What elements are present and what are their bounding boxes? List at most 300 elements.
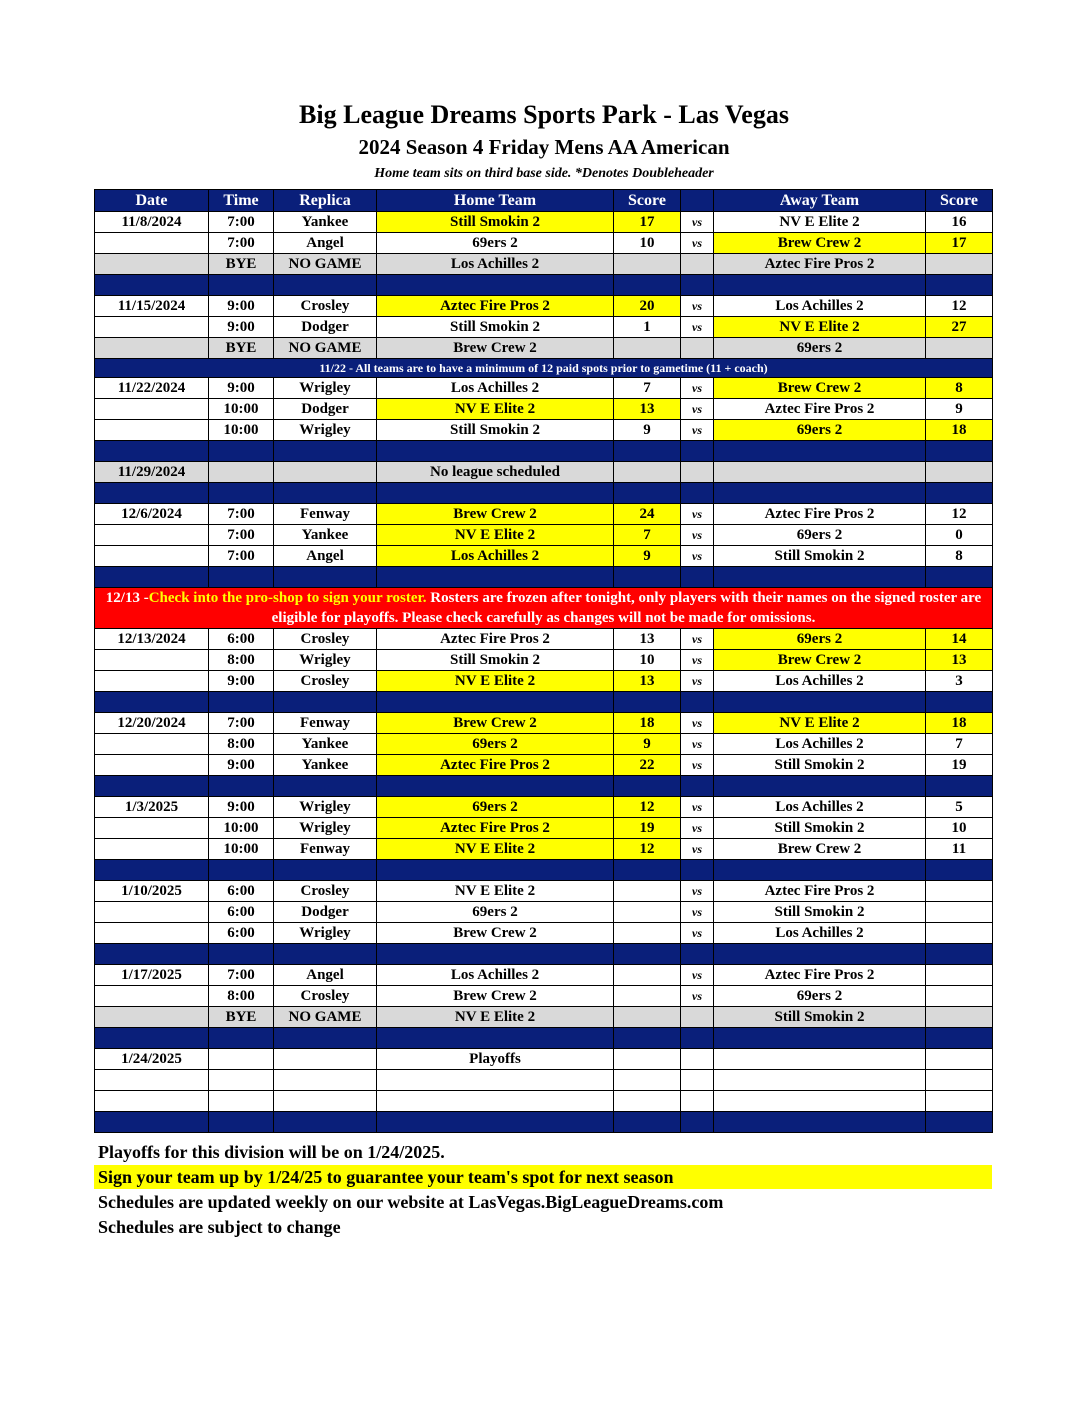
vs-label: vs <box>681 399 714 420</box>
away-score: 7 <box>926 734 993 755</box>
game-time: 10:00 <box>209 399 274 420</box>
home-score: 19 <box>614 818 681 839</box>
separator-cell <box>714 1028 926 1049</box>
game-date <box>95 420 209 441</box>
away-score: 0 <box>926 525 993 546</box>
separator-cell <box>714 776 926 797</box>
separator-cell <box>614 275 681 296</box>
game-row <box>95 986 993 1007</box>
game-time: 9:00 <box>209 317 274 338</box>
game-date <box>95 818 209 839</box>
game-row <box>95 881 993 902</box>
separator-cell <box>714 275 926 296</box>
away-score: 18 <box>926 713 993 734</box>
home-score: 10 <box>614 650 681 671</box>
away-score: 12 <box>926 296 993 317</box>
home-score: 17 <box>614 212 681 233</box>
separator-cell <box>377 275 614 296</box>
game-row <box>95 233 993 254</box>
separator-row <box>95 441 993 462</box>
home-team: 69ers 2 <box>377 233 614 254</box>
website-note: Schedules are updated weekly on our website at LasVegas.BigLeagueDreams.com <box>98 1192 724 1212</box>
away-score: 3 <box>926 671 993 692</box>
away-score: 13 <box>926 650 993 671</box>
field-name: Dodger <box>274 399 377 420</box>
away-team <box>714 1070 926 1091</box>
away-team <box>714 1091 926 1112</box>
vs-label: vs <box>681 317 714 338</box>
separator-cell <box>681 860 714 881</box>
home-team: NV E Elite 2 <box>377 881 614 902</box>
game-date <box>95 650 209 671</box>
away-score <box>926 1070 993 1091</box>
home-score: 7 <box>614 378 681 399</box>
away-team: Los Achilles 2 <box>714 671 926 692</box>
separator-cell <box>926 275 993 296</box>
field-name: Yankee <box>274 755 377 776</box>
home-team: Aztec Fire Pros 2 <box>377 755 614 776</box>
game-time: 8:00 <box>209 734 274 755</box>
game-time: 9:00 <box>209 296 274 317</box>
schedule-body <box>95 212 993 1133</box>
home-team: NV E Elite 2 <box>377 399 614 420</box>
field-name: Yankee <box>274 212 377 233</box>
game-time: 8:00 <box>209 986 274 1007</box>
game-row <box>95 420 993 441</box>
roster-warning-row <box>95 588 993 629</box>
separator-cell <box>274 860 377 881</box>
vs-label: vs <box>681 734 714 755</box>
field-name: Angel <box>274 965 377 986</box>
bye-row <box>95 462 993 483</box>
away-team: NV E Elite 2 <box>714 713 926 734</box>
home-team: No league scheduled <box>377 462 614 483</box>
field-name: Wrigley <box>274 797 377 818</box>
game-date <box>95 923 209 944</box>
game-date <box>95 1070 209 1091</box>
game-row <box>95 923 993 944</box>
vs-label: vs <box>681 378 714 399</box>
change-note: Schedules are subject to change <box>98 1217 341 1237</box>
away-score: 8 <box>926 378 993 399</box>
home-score: 9 <box>614 420 681 441</box>
home-score <box>614 965 681 986</box>
game-date <box>95 317 209 338</box>
separator-cell <box>714 692 926 713</box>
bye-row <box>95 254 993 275</box>
home-team: Brew Crew 2 <box>377 504 614 525</box>
game-date <box>95 1007 209 1028</box>
field-name <box>274 1049 377 1070</box>
game-time: BYE <box>209 254 274 275</box>
home-score: 12 <box>614 839 681 860</box>
home-team: Still Smokin 2 <box>377 212 614 233</box>
game-date <box>95 755 209 776</box>
schedule-note: Home team sits on third base side. *Denotes Doubleheader <box>374 166 714 181</box>
warning-text: Rosters are frozen after tonight, only players with their names on the signed roster are eligible for playoffs. Please check carefully as changes will not be made for omissions. <box>271 590 982 626</box>
separator-cell <box>926 692 993 713</box>
game-time: 9:00 <box>209 797 274 818</box>
game-row <box>95 650 993 671</box>
vs-label: vs <box>681 650 714 671</box>
away-score <box>926 1049 993 1070</box>
game-date <box>95 338 209 359</box>
home-score <box>614 338 681 359</box>
game-date <box>95 839 209 860</box>
away-score: 11 <box>926 839 993 860</box>
game-date <box>95 902 209 923</box>
separator-cell <box>95 1112 209 1133</box>
game-time: 6:00 <box>209 902 274 923</box>
separator-row <box>95 1028 993 1049</box>
game-row <box>95 734 993 755</box>
separator-cell <box>274 275 377 296</box>
vs-label: vs <box>681 212 714 233</box>
game-row <box>95 902 993 923</box>
game-row <box>95 797 993 818</box>
separator-cell <box>377 776 614 797</box>
separator-cell <box>209 1028 274 1049</box>
vs-label: vs <box>681 986 714 1007</box>
away-team: NV E Elite 2 <box>714 212 926 233</box>
game-date <box>95 525 209 546</box>
away-team: Brew Crew 2 <box>714 233 926 254</box>
field-name: Angel <box>274 233 377 254</box>
game-time <box>209 1049 274 1070</box>
away-team: 69ers 2 <box>714 629 926 650</box>
home-team: 69ers 2 <box>377 734 614 755</box>
separator-cell <box>926 944 993 965</box>
col-date: Date <box>95 190 209 212</box>
game-row <box>95 713 993 734</box>
col-away-score: Score <box>926 190 993 212</box>
separator-cell <box>614 860 681 881</box>
field-name: Wrigley <box>274 378 377 399</box>
bye-row <box>95 1007 993 1028</box>
separator-row <box>95 776 993 797</box>
separator-cell <box>926 776 993 797</box>
game-row <box>95 525 993 546</box>
game-date: 1/24/2025 <box>95 1049 209 1070</box>
separator-cell <box>274 944 377 965</box>
vs-label <box>681 1007 714 1028</box>
home-team <box>377 1091 614 1112</box>
game-date: 12/20/2024 <box>95 713 209 734</box>
home-score <box>614 902 681 923</box>
away-team: Aztec Fire Pros 2 <box>714 965 926 986</box>
separator-cell <box>95 275 209 296</box>
separator-cell <box>209 483 274 504</box>
separator-cell <box>377 567 614 588</box>
away-score: 14 <box>926 629 993 650</box>
game-date: 11/15/2024 <box>95 296 209 317</box>
separator-cell <box>377 1028 614 1049</box>
home-team: Los Achilles 2 <box>377 254 614 275</box>
separator-cell <box>926 483 993 504</box>
separator-cell <box>209 944 274 965</box>
home-score <box>614 1007 681 1028</box>
home-team: Still Smokin 2 <box>377 317 614 338</box>
home-score <box>614 1091 681 1112</box>
game-time: 8:00 <box>209 650 274 671</box>
field-name: Fenway <box>274 504 377 525</box>
separator-cell <box>377 692 614 713</box>
separator-row <box>95 860 993 881</box>
separator-cell <box>681 944 714 965</box>
separator-cell <box>274 776 377 797</box>
field-name: Dodger <box>274 902 377 923</box>
home-score: 13 <box>614 629 681 650</box>
game-time: BYE <box>209 338 274 359</box>
away-score: 5 <box>926 797 993 818</box>
away-score: 27 <box>926 317 993 338</box>
home-score: 22 <box>614 755 681 776</box>
col-home-score: Score <box>614 190 681 212</box>
separator-cell <box>209 441 274 462</box>
home-team: 69ers 2 <box>377 902 614 923</box>
home-score <box>614 986 681 1007</box>
game-date: 11/8/2024 <box>95 212 209 233</box>
game-row <box>95 378 993 399</box>
field-name: Fenway <box>274 839 377 860</box>
col-vs <box>681 190 714 212</box>
away-score <box>926 338 993 359</box>
separator-cell <box>681 483 714 504</box>
game-time <box>209 462 274 483</box>
separator-cell <box>681 1112 714 1133</box>
away-score <box>926 902 993 923</box>
away-score: 10 <box>926 818 993 839</box>
vs-label: vs <box>681 671 714 692</box>
home-score: 12 <box>614 797 681 818</box>
away-score: 16 <box>926 212 993 233</box>
col-home-team: Home Team <box>377 190 614 212</box>
separator-cell <box>614 1028 681 1049</box>
away-score <box>926 965 993 986</box>
vs-label <box>681 1049 714 1070</box>
separator-cell <box>714 483 926 504</box>
field-name: Crosley <box>274 296 377 317</box>
separator-cell <box>377 441 614 462</box>
away-team: Aztec Fire Pros 2 <box>714 399 926 420</box>
field-name <box>274 462 377 483</box>
game-time: 9:00 <box>209 378 274 399</box>
game-row <box>95 317 993 338</box>
game-time: 7:00 <box>209 546 274 567</box>
home-team: Los Achilles 2 <box>377 965 614 986</box>
game-date: 12/13/2024 <box>95 629 209 650</box>
separator-cell <box>274 441 377 462</box>
game-row <box>95 546 993 567</box>
home-team: Los Achilles 2 <box>377 378 614 399</box>
away-team: 69ers 2 <box>714 420 926 441</box>
home-team <box>377 1070 614 1091</box>
home-score <box>614 881 681 902</box>
field-name: Dodger <box>274 317 377 338</box>
separator-cell <box>95 1028 209 1049</box>
col-replica: Replica <box>274 190 377 212</box>
field-name: Yankee <box>274 734 377 755</box>
away-team: Still Smokin 2 <box>714 755 926 776</box>
field-name: NO GAME <box>274 338 377 359</box>
vs-label: vs <box>681 881 714 902</box>
playoffs-note: Playoffs for this division will be on 1/24/2025. <box>98 1142 445 1162</box>
vs-label <box>681 1070 714 1091</box>
home-score: 9 <box>614 734 681 755</box>
away-team <box>714 1049 926 1070</box>
away-team <box>714 462 926 483</box>
away-team: Still Smokin 2 <box>714 1007 926 1028</box>
game-date <box>95 399 209 420</box>
separator-cell <box>926 1028 993 1049</box>
game-date: 11/29/2024 <box>95 462 209 483</box>
vs-label <box>681 254 714 275</box>
game-time: 9:00 <box>209 671 274 692</box>
field-name: Wrigley <box>274 650 377 671</box>
warning-date: 12/13 - <box>105 590 149 606</box>
separator-cell <box>614 692 681 713</box>
vs-label: vs <box>681 629 714 650</box>
game-time: 9:00 <box>209 755 274 776</box>
game-time <box>209 1091 274 1112</box>
separator-cell <box>614 944 681 965</box>
home-score <box>614 462 681 483</box>
home-score: 13 <box>614 671 681 692</box>
field-name <box>274 1070 377 1091</box>
game-time: 10:00 <box>209 420 274 441</box>
away-score <box>926 923 993 944</box>
away-team: Still Smokin 2 <box>714 818 926 839</box>
separator-cell <box>926 441 993 462</box>
vs-label: vs <box>681 839 714 860</box>
away-team: Los Achilles 2 <box>714 734 926 755</box>
separator-row <box>95 692 993 713</box>
separator-cell <box>614 776 681 797</box>
separator-cell <box>209 275 274 296</box>
separator-cell <box>926 567 993 588</box>
separator-cell <box>95 441 209 462</box>
vs-label <box>681 338 714 359</box>
separator-cell <box>95 483 209 504</box>
game-row <box>95 1070 993 1091</box>
game-time: 10:00 <box>209 839 274 860</box>
away-score: 18 <box>926 420 993 441</box>
game-row <box>95 1049 993 1070</box>
home-score: 24 <box>614 504 681 525</box>
separator-cell <box>209 776 274 797</box>
away-score: 19 <box>926 755 993 776</box>
game-time: 10:00 <box>209 818 274 839</box>
warning-highlight: Check into the pro-shop to sign your roster. <box>148 590 427 606</box>
game-time: 7:00 <box>209 965 274 986</box>
separator-cell <box>614 1112 681 1133</box>
separator-cell <box>274 1112 377 1133</box>
away-team: Los Achilles 2 <box>714 797 926 818</box>
separator-cell <box>681 776 714 797</box>
away-team: Still Smokin 2 <box>714 546 926 567</box>
separator-cell <box>377 944 614 965</box>
field-name: Fenway <box>274 713 377 734</box>
home-score: 7 <box>614 525 681 546</box>
game-row <box>95 296 993 317</box>
away-team: Aztec Fire Pros 2 <box>714 254 926 275</box>
vs-label: vs <box>681 755 714 776</box>
away-score <box>926 986 993 1007</box>
col-time: Time <box>209 190 274 212</box>
separator-cell <box>95 944 209 965</box>
home-score: 1 <box>614 317 681 338</box>
home-score: 18 <box>614 713 681 734</box>
field-name: Wrigley <box>274 818 377 839</box>
separator-cell <box>274 483 377 504</box>
away-score: 17 <box>926 233 993 254</box>
home-team: Aztec Fire Pros 2 <box>377 296 614 317</box>
home-team: Playoffs <box>377 1049 614 1070</box>
separator-cell <box>209 860 274 881</box>
separator-row <box>95 483 993 504</box>
game-date <box>95 546 209 567</box>
away-team: Brew Crew 2 <box>714 378 926 399</box>
away-score: 12 <box>926 504 993 525</box>
separator-cell <box>614 483 681 504</box>
away-score <box>926 254 993 275</box>
home-team: NV E Elite 2 <box>377 839 614 860</box>
game-row <box>95 755 993 776</box>
home-team: Los Achilles 2 <box>377 546 614 567</box>
field-name: NO GAME <box>274 1007 377 1028</box>
game-date: 1/17/2025 <box>95 965 209 986</box>
separator-cell <box>95 567 209 588</box>
vs-label: vs <box>681 525 714 546</box>
vs-label: vs <box>681 420 714 441</box>
field-name: Crosley <box>274 881 377 902</box>
separator-cell <box>714 944 926 965</box>
home-team: 69ers 2 <box>377 797 614 818</box>
roster-warning <box>95 588 993 629</box>
separator-cell <box>209 567 274 588</box>
game-time: BYE <box>209 1007 274 1028</box>
separator-cell <box>681 692 714 713</box>
game-time: 6:00 <box>209 923 274 944</box>
game-row <box>95 818 993 839</box>
home-score <box>614 923 681 944</box>
home-score <box>614 1070 681 1091</box>
game-date: 11/22/2024 <box>95 378 209 399</box>
header-row <box>95 190 993 212</box>
separator-cell <box>681 275 714 296</box>
separator-row <box>95 275 993 296</box>
away-team: 69ers 2 <box>714 986 926 1007</box>
field-name: Crosley <box>274 629 377 650</box>
game-time: 7:00 <box>209 713 274 734</box>
game-date <box>95 671 209 692</box>
schedule-table <box>94 189 993 1133</box>
home-team: Brew Crew 2 <box>377 713 614 734</box>
away-team: Brew Crew 2 <box>714 650 926 671</box>
separator-cell <box>714 441 926 462</box>
home-team: Brew Crew 2 <box>377 923 614 944</box>
separator-cell <box>209 692 274 713</box>
notice-text: 11/22 - All teams are to have a minimum of 12 paid spots prior to gametime (11 + coach) <box>95 359 993 378</box>
game-row <box>95 212 993 233</box>
game-row <box>95 839 993 860</box>
signup-note: Sign your team up by 1/24/25 to guarantee your team's spot for next season <box>94 1165 992 1189</box>
field-name: NO GAME <box>274 254 377 275</box>
home-team: NV E Elite 2 <box>377 671 614 692</box>
separator-cell <box>274 1028 377 1049</box>
home-score: 10 <box>614 233 681 254</box>
away-score <box>926 881 993 902</box>
